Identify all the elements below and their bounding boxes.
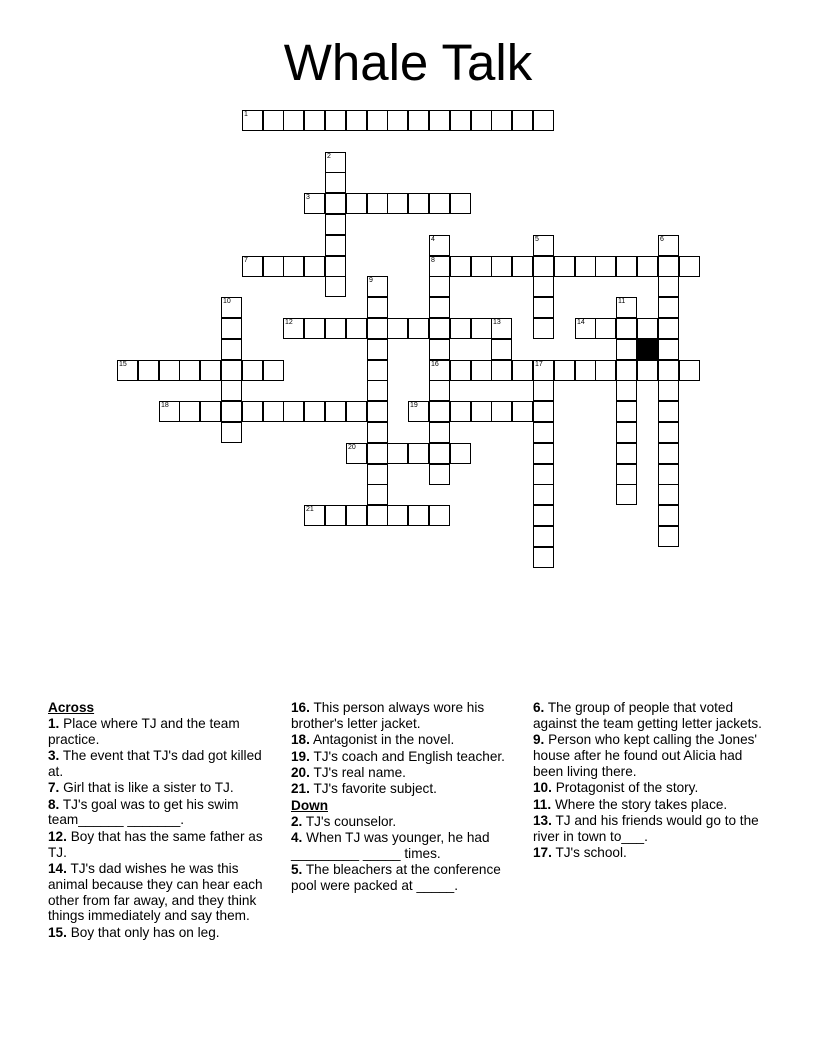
clue-across-20: [291, 765, 519, 781]
clue-number: 4.: [291, 829, 303, 845]
clue-number-label: 8: [431, 257, 435, 264]
clue-across-3: [48, 748, 280, 780]
grid-cell[interactable]: [263, 401, 284, 422]
clue-number: 9.: [533, 732, 545, 748]
grid-cell[interactable]: [283, 401, 304, 422]
clue-text: TJ's counselor.: [305, 813, 397, 829]
clue-number-label: 18: [161, 402, 169, 409]
grid-cell[interactable]: [283, 256, 304, 277]
grid-cell[interactable]: [200, 360, 221, 381]
grid-cell[interactable]: [679, 256, 700, 277]
clue-number-label: 12: [285, 319, 293, 326]
grid-cell[interactable]: [658, 422, 679, 443]
clue-number: 13.: [533, 812, 552, 828]
grid-cell[interactable]: [429, 297, 450, 318]
grid-cell[interactable]: [429, 276, 450, 297]
grid-cell[interactable]: [658, 505, 679, 526]
grid-cell[interactable]: [450, 360, 471, 381]
grid-cell[interactable]: [595, 318, 616, 339]
clue-text: This person always wore his brother's letter jacket.: [291, 700, 485, 731]
clue-number-label: 10: [223, 298, 231, 305]
clue-across-12: [48, 829, 280, 861]
grid-cell[interactable]: [346, 443, 367, 464]
grid-cell[interactable]: [325, 505, 346, 526]
clue-text: Protagonist of the story.: [555, 780, 699, 796]
grid-cell[interactable]: [429, 380, 450, 401]
across-heading: Across: [48, 700, 95, 715]
clue-across-21: [291, 781, 519, 797]
grid-cell[interactable]: [658, 256, 679, 277]
grid-cell[interactable]: [387, 505, 408, 526]
grid-cell[interactable]: [325, 401, 346, 422]
clues-column-3: [533, 700, 763, 862]
clue-down-6: [533, 700, 763, 732]
grid-cell[interactable]: [658, 526, 679, 547]
grid-cell[interactable]: [429, 401, 450, 422]
grid-cell[interactable]: [429, 505, 450, 526]
grid-cell[interactable]: [533, 443, 554, 464]
grid-cell[interactable]: [367, 484, 388, 505]
clue-across-19: [291, 749, 519, 765]
clue-down-5: [291, 862, 519, 894]
grid-cell[interactable]: [616, 256, 637, 277]
grid-cell[interactable]: [533, 401, 554, 422]
grid-cell[interactable]: [325, 318, 346, 339]
grid-cell[interactable]: [637, 318, 658, 339]
clue-number-label: 1: [244, 111, 248, 118]
clue-text: TJ and his friends would go to the river in town to___.: [533, 812, 759, 844]
grid-cell[interactable]: [533, 505, 554, 526]
grid-cell[interactable]: [637, 256, 658, 277]
grid-cell[interactable]: [387, 318, 408, 339]
grid-cell[interactable]: [367, 422, 388, 443]
grid-cell[interactable]: [533, 484, 554, 505]
grid-cell[interactable]: [367, 110, 388, 131]
clue-across-7: [48, 780, 280, 796]
clue-down-17: [533, 845, 763, 861]
clue-number-label: 7: [244, 257, 248, 264]
grid-cell[interactable]: [367, 401, 388, 422]
grid-cell[interactable]: [367, 193, 388, 214]
grid-cell[interactable]: [658, 484, 679, 505]
grid-cell[interactable]: [450, 193, 471, 214]
clue-number-label: 2: [327, 153, 331, 160]
clue-across-1: [48, 716, 280, 748]
grid-cell[interactable]: [679, 360, 700, 381]
clue-down-10: [533, 780, 763, 796]
grid-cell[interactable]: [408, 318, 429, 339]
grid-cell[interactable]: [616, 318, 637, 339]
grid-cell[interactable]: [304, 256, 325, 277]
clue-number: 11.: [533, 796, 552, 812]
clue-text: TJ's coach and English teacher.: [313, 748, 505, 764]
clue-across-15: [48, 925, 280, 941]
clue-text: Person who kept calling the Jones' house after he found out Alicia had been living there.: [533, 732, 758, 779]
grid-cell[interactable]: [658, 339, 679, 360]
clue-number: 8.: [48, 796, 60, 812]
clue-number-label: 4: [431, 236, 435, 243]
grid-cell[interactable]: [533, 547, 554, 568]
grid-cell[interactable]: [491, 110, 512, 131]
clue-down-11: [533, 797, 763, 813]
grid-cell[interactable]: [429, 110, 450, 131]
grid-cell[interactable]: [533, 297, 554, 318]
grid-cell[interactable]: [283, 110, 304, 131]
grid-cell[interactable]: [429, 360, 450, 381]
grid-cell[interactable]: [304, 401, 325, 422]
grid-cell[interactable]: [367, 339, 388, 360]
grid-cell[interactable]: [221, 318, 242, 339]
clue-across-14: [48, 861, 280, 924]
grid-cell[interactable]: [221, 360, 242, 381]
clue-number: 12.: [48, 828, 67, 844]
grid-cell[interactable]: [325, 110, 346, 131]
grid-cell[interactable]: [616, 484, 637, 505]
grid-cell[interactable]: [471, 318, 492, 339]
grid-cell[interactable]: [616, 464, 637, 485]
grid-cell[interactable]: [367, 464, 388, 485]
grid-cell[interactable]: [346, 318, 367, 339]
grid-cell[interactable]: [242, 256, 263, 277]
clue-text: When TJ was younger, he had _________ _____ times.: [291, 829, 490, 861]
grid-cell[interactable]: [575, 360, 596, 381]
clue-number: 7.: [48, 780, 60, 796]
clue-text: TJ's real name.: [313, 764, 406, 780]
grid-cell[interactable]: [658, 443, 679, 464]
grid-cell[interactable]: [221, 401, 242, 422]
grid-cell[interactable]: [491, 256, 512, 277]
grid-cell[interactable]: [304, 505, 325, 526]
grid-cell[interactable]: [283, 318, 304, 339]
grid-cell[interactable]: [512, 401, 533, 422]
grid-cell[interactable]: [179, 360, 200, 381]
grid-cell[interactable]: [658, 297, 679, 318]
clue-text: Where the story takes place.: [554, 796, 728, 812]
grid-cell[interactable]: [304, 110, 325, 131]
grid-cell[interactable]: [429, 318, 450, 339]
grid-cell[interactable]: [450, 443, 471, 464]
grid-cell[interactable]: [429, 193, 450, 214]
grid-cell[interactable]: [491, 318, 512, 339]
grid-cell[interactable]: [200, 401, 221, 422]
grid-cell[interactable]: [325, 276, 346, 297]
grid-cell[interactable]: [367, 360, 388, 381]
grid-cell[interactable]: [117, 360, 138, 381]
clue-number-label: 11: [618, 298, 626, 305]
grid-cell[interactable]: [450, 110, 471, 131]
grid-cell[interactable]: [616, 422, 637, 443]
clue-number: 15.: [48, 924, 67, 940]
grid-cell[interactable]: [221, 297, 242, 318]
clue-across-8: [48, 797, 280, 829]
grid-cell[interactable]: [533, 464, 554, 485]
grid-cell[interactable]: [159, 401, 180, 422]
clue-number: 21.: [291, 781, 310, 797]
grid-cell[interactable]: [512, 360, 533, 381]
grid-cell[interactable]: [242, 360, 263, 381]
clue-number-label: 14: [577, 319, 585, 326]
grid-cell[interactable]: [575, 256, 596, 277]
grid-cell[interactable]: [533, 235, 554, 256]
clue-number: 19.: [291, 748, 310, 764]
grid-cell[interactable]: [138, 360, 159, 381]
grid-cell[interactable]: [658, 464, 679, 485]
grid-cell[interactable]: [595, 256, 616, 277]
grid-cell[interactable]: [533, 256, 554, 277]
grid-cell[interactable]: [429, 339, 450, 360]
grid-cell[interactable]: [533, 380, 554, 401]
grid-cell[interactable]: [367, 505, 388, 526]
grid-cell[interactable]: [325, 152, 346, 173]
clue-text: TJ's school.: [555, 845, 627, 861]
clue-number-label: 6: [660, 236, 664, 243]
grid-cell[interactable]: [429, 422, 450, 443]
grid-cell[interactable]: [637, 360, 658, 381]
grid-cell[interactable]: [429, 464, 450, 485]
clue-number-label: 13: [493, 319, 501, 326]
grid-cell[interactable]: [658, 360, 679, 381]
grid-cell[interactable]: [491, 401, 512, 422]
grid-cell[interactable]: [325, 256, 346, 277]
clue-text: The bleachers at the conference pool were packed at _____.: [291, 862, 501, 893]
page-title: Whale Talk: [283, 34, 533, 91]
grid-cell[interactable]: [554, 256, 575, 277]
grid-cell[interactable]: [429, 443, 450, 464]
clue-down-4: [291, 830, 519, 862]
grid-cell[interactable]: [450, 401, 471, 422]
grid-cell[interactable]: [304, 193, 325, 214]
grid-cell[interactable]: [512, 110, 533, 131]
clues-column-2: [291, 700, 519, 894]
grid-cell[interactable]: [263, 110, 284, 131]
grid-cell[interactable]: [408, 505, 429, 526]
grid-cell[interactable]: [471, 256, 492, 277]
clue-number-label: 3: [306, 194, 310, 201]
grid-cell[interactable]: [533, 360, 554, 381]
grid-cell[interactable]: [533, 318, 554, 339]
grid-cell[interactable]: [179, 401, 200, 422]
clues-column-1: [48, 700, 280, 941]
grid-cell[interactable]: [491, 360, 512, 381]
clue-text: The event that TJ's dad got killed at.: [48, 747, 262, 779]
clue-text: TJ's goal was to get his swim team______ _______.: [48, 796, 239, 828]
grid-cell[interactable]: [491, 339, 512, 360]
clue-number: 3.: [48, 747, 60, 763]
grid-cell[interactable]: [221, 380, 242, 401]
grid-cell[interactable]: [304, 318, 325, 339]
grid-cell[interactable]: [242, 110, 263, 131]
clue-number: 5.: [291, 862, 303, 878]
clue-text: Antagonist in the novel.: [312, 732, 455, 748]
down-heading: Down: [291, 797, 328, 813]
grid-cell[interactable]: [263, 360, 284, 381]
grid-cell[interactable]: [325, 214, 346, 235]
clue-text: Boy that has the same father as TJ.: [48, 828, 263, 860]
grid-cell[interactable]: [387, 110, 408, 131]
grid-cell[interactable]: [367, 297, 388, 318]
grid-cell[interactable]: [533, 526, 554, 547]
grid-cell[interactable]: [408, 401, 429, 422]
grid-cell[interactable]: [450, 318, 471, 339]
grid-cell[interactable]: [554, 360, 575, 381]
grid-cell[interactable]: [325, 172, 346, 193]
grid-cell[interactable]: [533, 422, 554, 443]
grid-cell[interactable]: [408, 193, 429, 214]
clue-down-13: [533, 813, 763, 845]
grid-cell[interactable]: [471, 401, 492, 422]
clue-text: Boy that only has on leg.: [70, 924, 220, 940]
clue-number-label: 19: [410, 402, 418, 409]
grid-cell[interactable]: [658, 276, 679, 297]
clue-down-9: [533, 732, 763, 779]
clue-number-label: 21: [306, 506, 314, 513]
clue-number: 1.: [48, 715, 60, 731]
clue-number: 6.: [533, 700, 545, 715]
clue-across-16: [291, 700, 519, 732]
grid-cell[interactable]: [575, 318, 596, 339]
grid-cell[interactable]: [159, 360, 180, 381]
grid-cell[interactable]: [408, 110, 429, 131]
grid-cell[interactable]: [429, 235, 450, 256]
grid-cell[interactable]: [367, 318, 388, 339]
clue-number: 10.: [533, 780, 552, 796]
grid-cell[interactable]: [367, 276, 388, 297]
grid-cell[interactable]: [346, 401, 367, 422]
black-square: [637, 339, 658, 360]
grid-cell[interactable]: [325, 193, 346, 214]
grid-cell[interactable]: [346, 193, 367, 214]
grid-cell[interactable]: [346, 505, 367, 526]
grid-cell[interactable]: [658, 318, 679, 339]
clue-text: TJ's favorite subject.: [313, 781, 437, 797]
grid-cell[interactable]: [658, 401, 679, 422]
clue-number-label: 9: [369, 277, 373, 284]
clue-number: 20.: [291, 764, 310, 780]
clue-across-18: [291, 732, 519, 748]
grid-cell[interactable]: [387, 193, 408, 214]
grid-cell[interactable]: [367, 380, 388, 401]
grid-cell[interactable]: [450, 256, 471, 277]
clue-number: 2.: [291, 813, 303, 829]
grid-cell[interactable]: [616, 360, 637, 381]
grid-cell[interactable]: [471, 110, 492, 131]
clue-number-label: 20: [348, 444, 356, 451]
clue-number: 18.: [291, 732, 310, 748]
clue-number: 16.: [291, 700, 310, 715]
clue-number-label: 17: [535, 361, 543, 368]
clue-number-label: 15: [119, 361, 127, 368]
grid-cell[interactable]: [408, 443, 429, 464]
grid-cell[interactable]: [616, 297, 637, 318]
clue-text: The group of people that voted against the team getting letter jackets.: [533, 700, 762, 731]
grid-cell[interactable]: [533, 110, 554, 131]
grid-cell[interactable]: [367, 443, 388, 464]
grid-cell[interactable]: [616, 443, 637, 464]
grid-cell[interactable]: [512, 256, 533, 277]
grid-cell[interactable]: [242, 401, 263, 422]
grid-cell[interactable]: [221, 339, 242, 360]
grid-cell[interactable]: [616, 339, 637, 360]
clue-number: 17.: [533, 845, 552, 861]
grid-cell[interactable]: [263, 256, 284, 277]
grid-cell[interactable]: [616, 401, 637, 422]
grid-cell[interactable]: [595, 360, 616, 381]
clue-text: Place where TJ and the team practice.: [48, 715, 240, 747]
grid-cell[interactable]: [346, 110, 367, 131]
clue-down-2: [291, 814, 519, 830]
grid-cell[interactable]: [325, 235, 346, 256]
grid-cell[interactable]: [658, 380, 679, 401]
grid-cell[interactable]: [429, 256, 450, 277]
grid-cell[interactable]: [471, 360, 492, 381]
clue-number-label: 16: [431, 361, 439, 368]
clue-text: Girl that is like a sister to TJ.: [63, 780, 234, 796]
clue-number-label: 5: [535, 236, 539, 243]
clue-number: 14.: [48, 860, 67, 876]
grid-cell[interactable]: [387, 443, 408, 464]
grid-cell[interactable]: [658, 235, 679, 256]
grid-cell[interactable]: [221, 422, 242, 443]
grid-cell[interactable]: [533, 276, 554, 297]
clue-text: TJ's dad wishes he was this animal because they can hear each other from far away, and they think things immediately and say them.: [48, 860, 263, 924]
grid-cell[interactable]: [616, 380, 637, 401]
